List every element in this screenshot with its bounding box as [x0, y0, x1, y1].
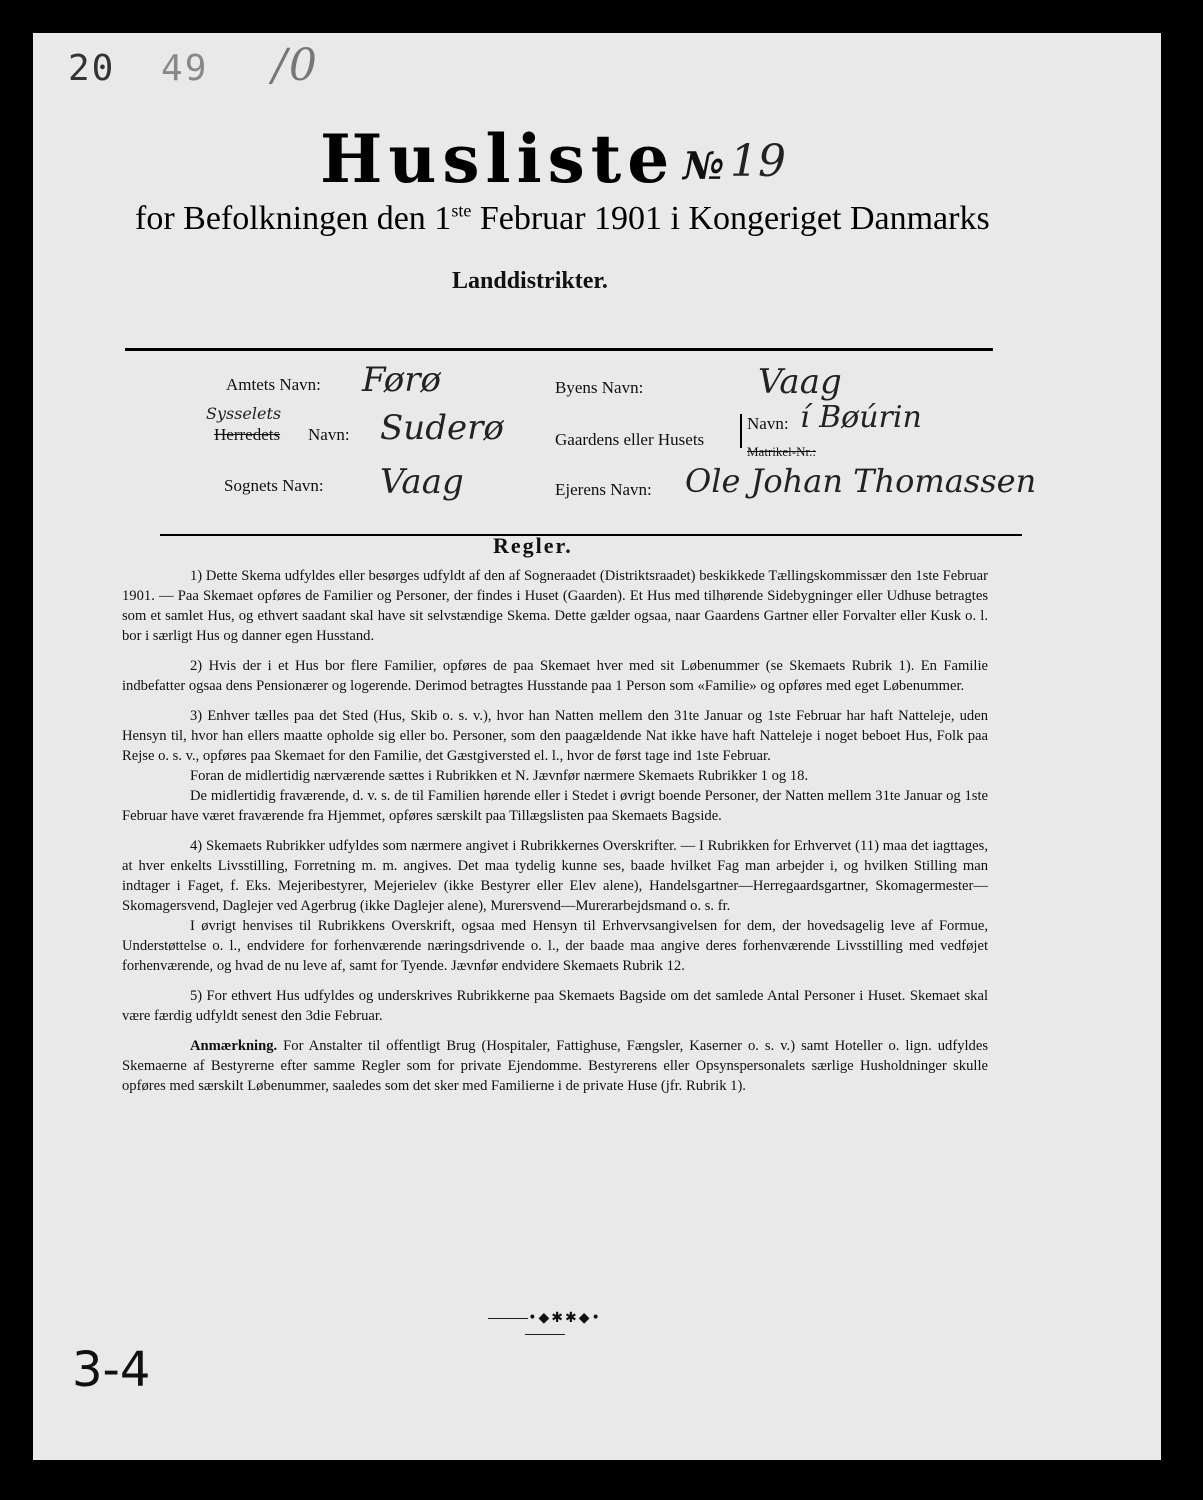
rule-4a: 4) Skemaets Rubrikker udfyldes som nærmere angivet i Rubrikkernes Overskrifter. — I Rubrikken for Erhvervet (11) maa det iagttages, at hver enkelts Livsstilling, Forretning m. m. angives. Det maa tydelig kunne ses, baade hvilket Fag man arbejder i, og hvilken Stilling man indtager i Faget, f. Eks. Mejeribestyrer, Mejerielev (ikke Bestyrer eller Elev alene), Handelsgartner—Herregaardsgartner, Skomagermester—Skomagersvend, Daglejer ved Agerbrug (ikke Daglejer alene), Murersvend—Murerarbejdsmand o. s. fr.	[122, 838, 988, 914]
number-label: №	[683, 143, 725, 188]
ornament-line-right	[525, 1334, 565, 1335]
amt-value: Førø	[362, 360, 441, 400]
rule-3c: De midlertidig fraværende, d. v. s. de til Familien hørende eller i Stedet i øvrigt boende Personer, der Natten mellem 31te Januar og 1ste Februar have været fraværende fra Hjemmet, opføres særskilt paa Tillægslisten paa Skemaets Bagside.	[122, 788, 988, 824]
house-number-value: 19	[730, 136, 786, 187]
matrikel-struck-label: Matrikel-Nr.:	[747, 444, 816, 459]
corner-number-a: 20	[68, 48, 116, 89]
corner-number-c: /0	[272, 40, 319, 91]
form-subtitle	[135, 200, 995, 238]
note-label: Anmærkning.	[190, 1038, 278, 1054]
district-heading: Landdistrikter.	[452, 268, 608, 294]
by-label: Byens Navn:	[555, 378, 644, 397]
gaard-navn-label: Navn:	[747, 414, 789, 433]
rules-title: Regler.	[493, 533, 573, 558]
subtitle-post: Februar 1901 i Kongeriget Danmarks	[471, 200, 990, 237]
fields-divider	[160, 534, 1022, 536]
rule-4b: I øvrigt henvises til Rubrikkens Overskrift, ogsaa med Hensyn til Erhvervsangivelsen for dem, der hovedsagelig leve af Formue, Understøttelse o. l., endvidere for forhenværende næringsdrivende o. l., der baade maa angive deres forhenværende Livsstilling med vedføjet forhenværende, og hvad de nu leve af, samt for Tyende. Jævnfør endvidere Skemaets Rubrik 12.	[122, 918, 988, 974]
herred-label: Navn:	[308, 425, 350, 444]
corner-archive-numbers	[68, 40, 319, 91]
corner-number-b: 49	[161, 48, 209, 89]
subtitle-pre: for Befolkningen den 1	[135, 200, 452, 237]
amt-label: Amtets Navn:	[226, 375, 321, 394]
rule-5: 5) For ethvert Hus udfyldes og underskrives Rubrikkerne paa Skemaets Bagside om det samlede Antal Personer i Huset. Skemaet skal være færdig udfyldt senest den 3die Februar.	[122, 988, 988, 1024]
gaard-navn-value: í Bøúrin	[800, 400, 922, 435]
top-divider	[125, 348, 993, 351]
ornament-glyphs: •◆✱✱◆•	[528, 1310, 602, 1326]
ornament-line-left	[488, 1318, 528, 1319]
sogn-label: Sognets Navn:	[224, 476, 324, 495]
subtitle-sup: ste	[451, 200, 472, 221]
rule-2: 2) Hvis der i et Hus bor flere Familier, opføres de paa Skemaet hver med sit Løbenummer (se Skemaets Rubrik 1). En Familie indbefatter ogsaa dens Pensionærer og logerende. Derimod betragtes Husstande paa 1 Person som «Familie» og opføres med eget Løbenummer.	[122, 658, 988, 694]
note-text: For Anstalter til offentligt Brug (Hospitaler, Fattighuse, Fængsler, Kaserner o. s. v.) samt Hoteller o. lign. udfyldes Skemaerne af Bestyrerne efter samme Regler som for private Ejendomme. Bestyrerens eller Opsynspersonalets særlige Husholdninger skulle opføres med særskilt Løbenummer, saaledes som det sker med Familierne i de private Huse (jfr. Rubrik 1).	[122, 1038, 988, 1094]
herred-handwritten: Sysselets	[206, 404, 282, 423]
note	[122, 1036, 988, 1096]
rule-1: 1) Dette Skema udfyldes eller besørges udfyldt af den af Sogneraadet (Distriktsraadet) beskikkede Tællingskommissær den 1ste Februar 1901. — Paa Skemaet opføres de Familier og Personer, der findes i Huset (Gaarden). Et Hus med tilhørende Sidebygninger eller Udhuse betragtes som et samlet Hus, og ethvert saadant skal have sit selvstændige Skema. Dette gælder ogsaa, naar Gaardens Gartner eller Forvalter eller Kusk o. l. bor i særligt Hus og danner egen Husstand.	[122, 568, 988, 644]
sogn-value: Vaag	[380, 462, 464, 502]
gaard-label: Gaardens eller Husets	[555, 430, 705, 449]
herred-struck-label: Herredets	[214, 425, 281, 444]
form-title: Husliste	[320, 120, 676, 198]
by-value: Vaag	[758, 362, 842, 402]
bottom-handwritten-note: 3-4	[72, 1342, 151, 1398]
gaard-bracket	[740, 414, 742, 448]
ornament-divider	[470, 1310, 620, 1342]
rule-3b: Foran de midlertidig nærværende sættes i Rubrikken et N. Jævnfør nærmere Skemaets Rubrikker 1 og 18.	[190, 768, 809, 784]
ejer-value: Ole Johan Thomassen	[685, 462, 1037, 500]
rule-3a: 3) Enhver tælles paa det Sted (Hus, Skib o. s. v.), hvor han Natten mellem den 31te Januar og 1ste Februar har haft Natteleje, uden Hensyn til, hvor han ellers maatte opholde sig eller bo. Personer, som den paagældende Nat ikke have haft Natteleje i noget beboet Hus, Folk paa Rejse o. s. v., opføres paa Skemaet for den Familie, det Gæstgiversted el. l., hvor de først tage ind 1ste Februar.	[122, 708, 988, 764]
ejer-label: Ejerens Navn:	[555, 480, 652, 499]
rules-body	[122, 566, 988, 1106]
herred-value: Suderø	[380, 408, 504, 448]
